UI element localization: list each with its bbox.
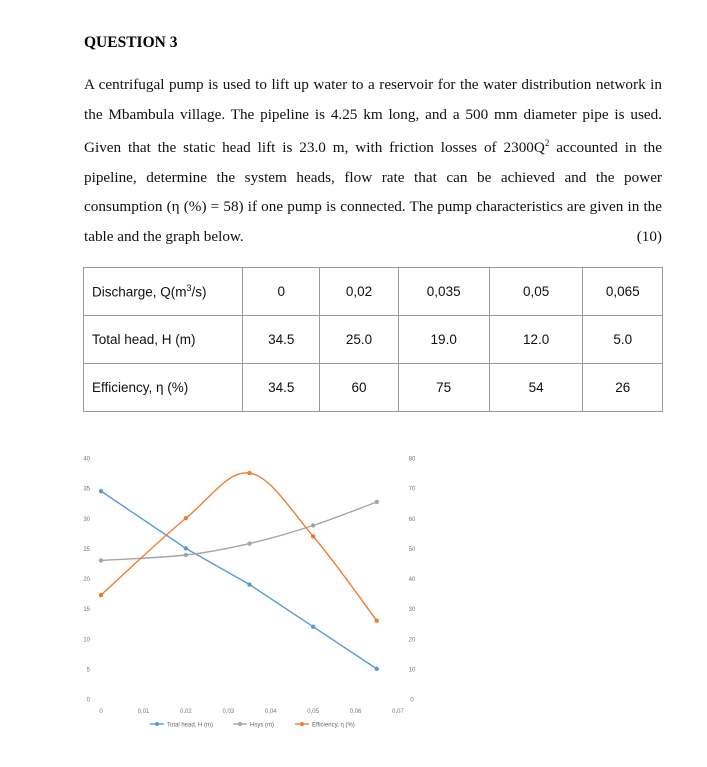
- data-point: [99, 558, 103, 562]
- y-left-tick-label: 40: [83, 456, 90, 463]
- table-cell: 5.0: [583, 316, 663, 364]
- x-tick-label: 0,05: [307, 709, 319, 715]
- y-left-tick-label: 0: [86, 697, 90, 704]
- y-right-tick-label: 50: [408, 546, 416, 553]
- y-left-tick-label: 5: [86, 667, 90, 674]
- y-right-tick-label: 60: [408, 516, 416, 523]
- y-left-tick-label: 35: [83, 486, 90, 493]
- data-point: [375, 500, 379, 504]
- table-cell: 25.0: [320, 316, 398, 364]
- data-point: [99, 489, 103, 493]
- discharge-label: [84, 268, 243, 316]
- y-left-tick-label: 25: [83, 546, 90, 553]
- x-tick-label: 0,02: [180, 709, 192, 715]
- legend-label: Hsys (m): [250, 722, 274, 729]
- y-left-tick-label: 20: [83, 577, 90, 583]
- table-cell: 0,05: [489, 268, 583, 316]
- table-cell: 75: [398, 364, 489, 412]
- x-tick-label: 0,07: [392, 709, 404, 715]
- table-cell: 60: [320, 364, 398, 412]
- table-row-head: [84, 316, 663, 364]
- table-cell: 34.5: [243, 316, 320, 364]
- table-cell: 0,02: [320, 268, 398, 316]
- data-point: [311, 534, 315, 538]
- table-cell: 0,035: [398, 268, 489, 316]
- legend-swatch-marker: [238, 722, 242, 726]
- series-line-0: [101, 491, 377, 669]
- x-tick-label: 0,06: [349, 709, 362, 715]
- data-point: [247, 582, 251, 586]
- data-point: [375, 667, 379, 671]
- data-point: [184, 546, 188, 550]
- series-line-1: [101, 502, 377, 560]
- table-row-efficiency: [84, 364, 663, 412]
- x-tick-label: 0,04: [264, 709, 277, 715]
- legend-label: Efficiency, η (%): [312, 722, 355, 729]
- x-tick-label: 0: [99, 709, 103, 715]
- discharge-label-text: Discharge, Q(m: [92, 284, 187, 300]
- series-line-2: [101, 473, 377, 621]
- question-title: QUESTION 3: [84, 34, 178, 51]
- legend-label: Total head, H (m): [167, 722, 214, 729]
- legend-swatch-marker: [155, 722, 159, 726]
- discharge-label-superscript: 3: [186, 283, 192, 294]
- question-text-superscript: 2: [544, 138, 550, 148]
- y-right-tick-label: 10: [408, 667, 416, 674]
- table-cell: 26: [583, 364, 663, 412]
- x-tick-label: 0,03: [222, 709, 235, 715]
- y-right-tick-label: 0: [410, 697, 414, 704]
- table-row-discharge: [84, 268, 663, 316]
- x-tick-label: 0,01: [137, 709, 150, 715]
- head-label: Total head, H (m): [84, 316, 243, 364]
- y-left-tick-label: 10: [83, 637, 90, 644]
- question-body: [84, 70, 662, 251]
- table-cell: 0,065: [583, 268, 663, 316]
- data-point: [311, 625, 315, 629]
- legend-swatch-marker: [300, 722, 304, 726]
- question-text-continued: accounted in the pipeline, determine the system heads, flow rate that can be achieved and the power consumption (η (%) = 58) if one pump is connected. The pump characteristics are given in the table and the graph below.: [84, 139, 662, 245]
- data-point: [99, 593, 103, 597]
- data-point: [247, 471, 251, 475]
- y-left-tick-label: 30: [83, 516, 90, 523]
- table-cell: 34.5: [243, 364, 320, 412]
- pump-characteristics-table: [83, 267, 663, 412]
- data-point: [247, 541, 251, 545]
- table-cell: 54: [489, 364, 583, 412]
- table-cell: 0: [243, 268, 320, 316]
- question-marks: (10): [636, 227, 662, 245]
- y-right-tick-label: 40: [408, 577, 416, 583]
- y-right-tick-label: 80: [408, 456, 416, 463]
- y-right-tick-label: 20: [408, 637, 416, 644]
- data-point: [311, 523, 315, 527]
- y-right-tick-label: 30: [408, 607, 416, 614]
- discharge-label-unit: /s): [191, 284, 207, 300]
- y-left-tick-label: 15: [83, 607, 90, 614]
- table-cell: 19.0: [398, 316, 489, 364]
- table-cell: 12.0: [489, 316, 583, 364]
- efficiency-label: Efficiency, η (%): [84, 364, 243, 412]
- data-point: [184, 516, 188, 520]
- y-right-tick-label: 70: [408, 486, 416, 493]
- data-point: [184, 553, 188, 557]
- question-text: A centrifugal pump is used to lift up water to a reservoir for the water distribution network in the Mbambula village. The pipeline is 4.25 km long, and a 500 mm diameter pipe is used. Given that the static head lift is 23.0 m, with friction losses of 2300Q: [84, 76, 662, 157]
- data-point: [375, 618, 379, 622]
